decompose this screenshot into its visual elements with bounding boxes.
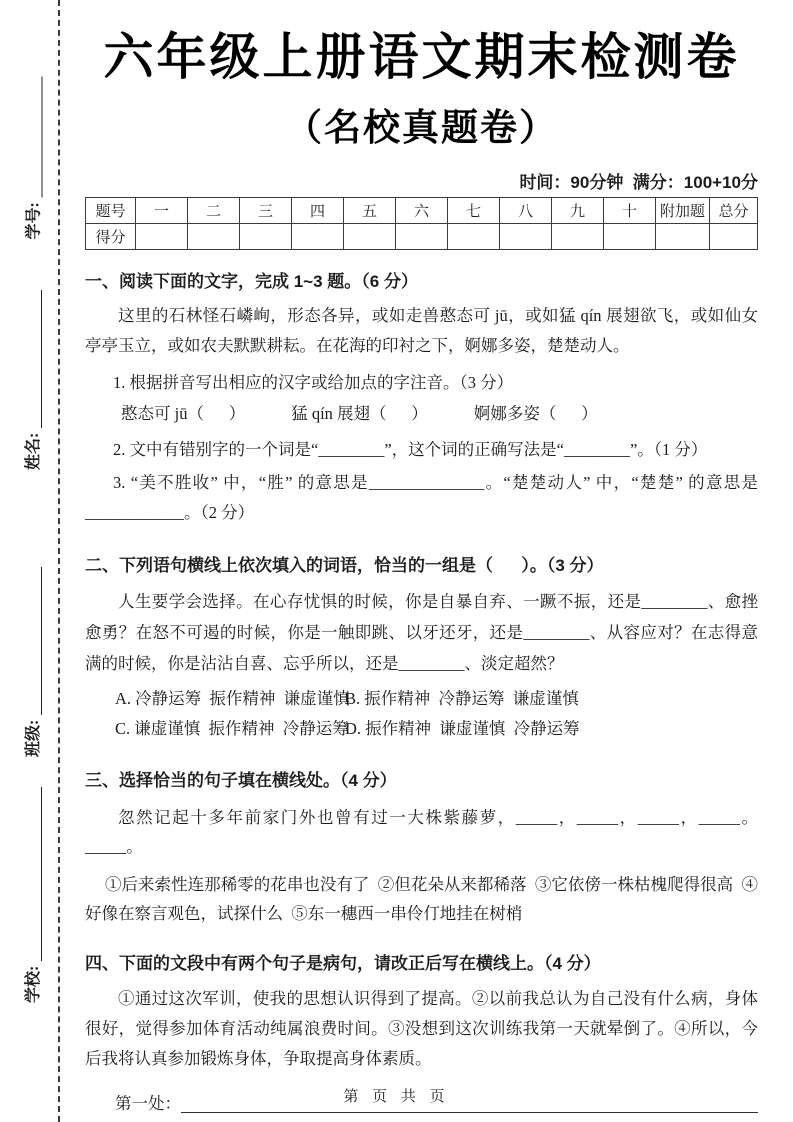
score-table-corner-cell: 题号: [86, 198, 136, 224]
score-table-col: 一: [136, 198, 188, 224]
score-table-col: 八: [500, 198, 552, 224]
score-cell: [656, 224, 710, 250]
score-row-label-cell: 得分: [86, 224, 136, 250]
paper-content: [85, 0, 758, 1117]
section-4-heading: 四、下面的文段中有两个句子是病句，请改正后写在横线上。（4 分）: [85, 954, 601, 973]
section-2-heading: 二、下列语句横线上依次填入的词语，恰当的一组是（ ）。（3 分）: [85, 556, 604, 575]
question-2: 2. 文中有错别字的一个词是“________”，这个词的正确写法是“________”。（1 分）: [113, 440, 708, 459]
student-name-field: [20, 290, 42, 470]
page-footer: 第 页 共 页: [343, 1089, 450, 1105]
student-id-label: 学号:: [25, 202, 42, 240]
section-2-passage: 人生要学会选择。在心存忧惧的时候，你是自暴自弃、一蹶不振，还是________、愈挫愈勇？在怒不可遏的时候，你是一触即跳、以牙还牙，还是________、从容应对？在志得意满的时候，你是沾沾自喜、忘乎所以，还是________、淡定超然？: [85, 592, 758, 673]
paper-subtitle: （名校真题卷）: [285, 107, 558, 148]
section-3-sentence: 忽然记起十多年前家门外也曾有过一大株紫藤萝，_____，_____，_____，_____。_____。: [85, 808, 758, 856]
score-cell: [448, 224, 500, 250]
score-table-col: 二: [188, 198, 240, 224]
score-table-col: 三: [240, 198, 292, 224]
school-field: [20, 787, 42, 1003]
section-3-heading: 三、选择恰当的句子填在横线处。（4 分）: [85, 771, 397, 790]
option-b: B. 振作精神 冷静运筹 谦虚谨慎: [345, 689, 579, 708]
class-field: [20, 567, 42, 757]
section-1-passage: 这里的石林怪石嶙峋，形态各异，或如走兽憨态可 jū，或如猛 qín 展翅欲飞，或如仙女亭亭玉立，或如农夫默默耕耘。在花海的印衬之下，婀娜多姿，楚楚动人。: [85, 306, 758, 355]
question-1: 1. 根据拼音写出相应的汉字或给加点的字注音。（3 分）: [113, 373, 514, 392]
class-label: 班级:: [24, 719, 42, 757]
score-table-col: 附加题: [656, 198, 710, 224]
question-1-answer-row: [85, 400, 758, 428]
section-2-options: [85, 684, 758, 743]
student-name-label: 姓名:: [24, 432, 42, 470]
score-table-col: 总分: [710, 198, 758, 224]
class-write-line: [37, 567, 42, 715]
score-table-col: 七: [448, 198, 500, 224]
section-4-passage: ①通过这次军训，使我的思想认识得到了提高。②以前我总认为自己没有什么病，身体很好，觉得参加体育活动纯属浪费时间。③没想到这次训练我第一天就晕倒了。④所以，今后我将认真参加锻炼身体，争取提高身体素质。: [85, 989, 758, 1068]
student-name-write-line: [37, 290, 42, 428]
score-cell: [188, 224, 240, 250]
score-table: [85, 197, 758, 250]
score-table-col: 五: [344, 198, 396, 224]
score-cell: [500, 224, 552, 250]
score-cell: [292, 224, 344, 250]
pinyin-item-1: 憨态可 jū（ ）: [121, 404, 246, 423]
pinyin-item-3: 婀娜多姿（ ）: [473, 404, 598, 423]
first-correction-label: 第一处：: [115, 1094, 181, 1113]
score-cell: [396, 224, 448, 250]
dashed-cut-line: [58, 0, 60, 1122]
score-table-col: 六: [396, 198, 448, 224]
student-id-write-line: [38, 77, 43, 198]
paper-title: 六年级上册语文期末检测卷: [103, 29, 740, 85]
score-table-score-row: [86, 224, 758, 250]
score-table-col: 九: [552, 198, 604, 224]
option-d: D. 振作精神 谦虚谨慎 冷静运筹: [345, 719, 580, 738]
time-and-score-info: 时间：90分钟 满分：100+10分: [519, 173, 758, 192]
score-cell: [710, 224, 758, 250]
score-cell: [240, 224, 292, 250]
question-3: 3. “美不胜收” 中，“胜” 的意思是______________。“楚楚动人” 中，“楚楚” 的意思是____________。（2 分）: [85, 473, 758, 522]
pinyin-item-2: 猛 qín 展翅（ ）: [291, 404, 428, 423]
school-write-line: [37, 787, 42, 961]
score-table-header-row: [86, 198, 758, 224]
section-3-choices: ①后来索性连那稀零的花串也没有了 ②但花朵从来都稀落 ③它依傍一株枯槐爬得很高 ④好像在察言观色，试探什么 ⑤东一穗西一串伶仃地挂在树梢: [85, 875, 758, 923]
student-id-field: [21, 77, 43, 240]
option-a: A. 冷静运筹 振作精神 谦虚谨慎: [115, 689, 350, 708]
score-cell: [604, 224, 656, 250]
score-cell: [136, 224, 188, 250]
section-1-heading: 一、阅读下面的文字，完成 1~3 题。（6 分）: [85, 272, 418, 291]
score-cell: [552, 224, 604, 250]
option-c: C. 谦虚谨慎 振作精神 冷静运筹: [115, 719, 349, 738]
score-table-col: 四: [292, 198, 344, 224]
score-table-col: 十: [604, 198, 656, 224]
school-label: 学校:: [24, 965, 42, 1003]
score-cell: [344, 224, 396, 250]
